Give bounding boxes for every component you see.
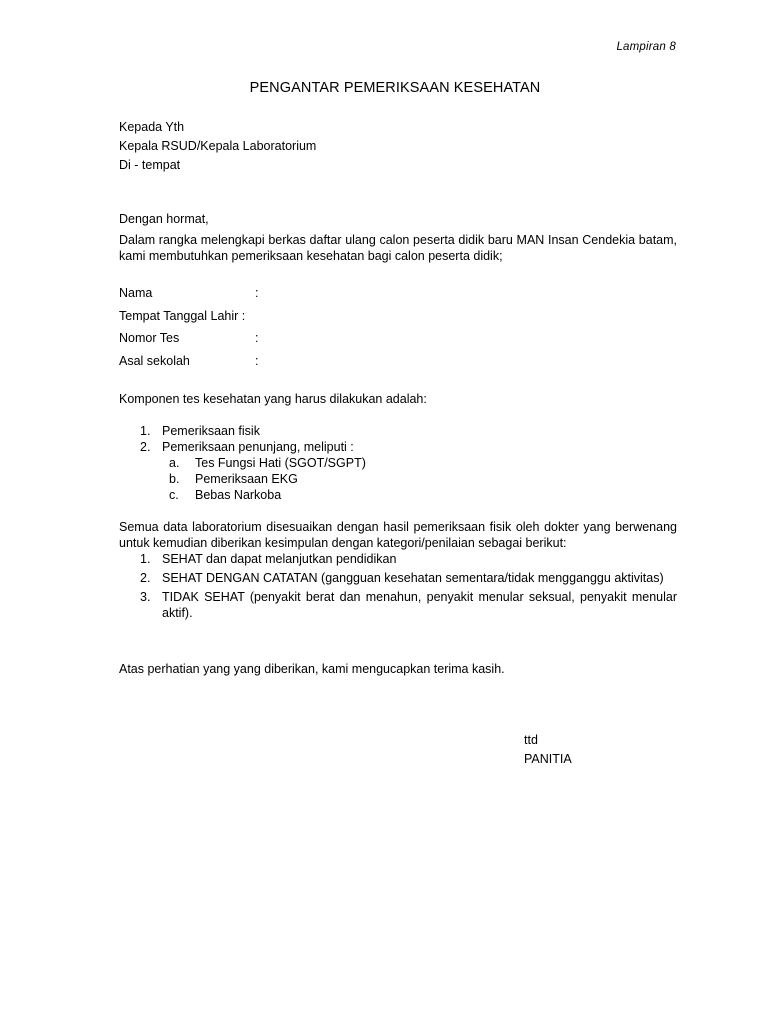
sub-list-marker: c.	[169, 488, 179, 502]
list-item	[119, 551, 677, 567]
list-text: SEHAT dan dapat melanjutkan pendidikan	[162, 552, 397, 566]
list-marker: 2.	[140, 440, 151, 454]
list-text: Pemeriksaan fisik	[162, 424, 260, 438]
sub-list-text: Pemeriksaan EKG	[195, 472, 298, 486]
student-fields	[119, 285, 677, 375]
opening-paragraph: Dalam rangka melengkapi berkas daftar ulang calon peserta didik baru MAN Insan Cendekia batam, kami membutuhkan pemeriksaan kesehatan bagi calon peserta didik;	[119, 233, 677, 263]
list-item	[119, 570, 677, 586]
field-label: Nama	[119, 286, 153, 300]
list-marker: 2.	[140, 571, 151, 585]
sub-list-text: Tes Fungsi Hati (SGOT/SGPT)	[195, 456, 366, 470]
field-colon: :	[255, 353, 259, 368]
field-row-asal-sekolah	[119, 353, 677, 376]
signature-block	[524, 732, 572, 770]
list-marker: 3.	[140, 590, 151, 604]
closing-block	[119, 661, 677, 680]
list-item	[119, 439, 677, 455]
list-text: TIDAK SEHAT (penyakit berat dan menahun, penyakit menular seksual, penyakit menular aktif).	[162, 590, 677, 620]
components-list	[119, 423, 677, 503]
field-colon: :	[255, 331, 259, 345]
sub-list-item	[119, 487, 677, 503]
closing-text: Atas perhatian yang yang diberikan, kami mengucapkan terima kasih.	[119, 662, 505, 676]
field-label: Nomor Tes	[119, 331, 180, 345]
recipient-block	[119, 119, 677, 176]
sub-list-item	[119, 471, 677, 487]
list-item	[119, 423, 677, 439]
criteria-list	[119, 551, 677, 621]
criteria-intro: Semua data laboratorium disesuaikan dengan hasil pemeriksaan fisik oleh dokter yang berwenang untuk kemudian diberikan kesimpulan dengan kategori/penilaian sebagai berikut:	[119, 520, 677, 550]
field-label: Tempat Tanggal Lahir :	[119, 308, 246, 323]
recipient-line-3: Di - tempat	[119, 158, 181, 172]
components-block	[119, 391, 677, 503]
recipient-line-1: Kepada Yth	[119, 120, 185, 134]
list-text: Pemeriksaan penunjang, meliputi :	[162, 440, 354, 454]
components-intro: Komponen tes kesehatan yang harus dilakukan adalah:	[119, 392, 427, 406]
criteria-block	[119, 519, 677, 621]
list-text: SEHAT DENGAN CATATAN (gangguan kesehatan sementara/tidak mengganggu aktivitas)	[162, 571, 664, 585]
opening-block	[119, 211, 677, 264]
field-row-nama	[119, 285, 677, 308]
field-label: Asal sekolah	[119, 353, 190, 368]
document-title: PENGANTAR PEMERIKSAAN KESEHATAN	[249, 80, 541, 96]
salutation: Dengan hormat,	[119, 212, 209, 226]
signature-name: PANITIA	[524, 752, 572, 766]
sub-list-item	[119, 455, 677, 471]
signature-ttd: ttd	[524, 733, 538, 747]
field-colon: :	[255, 286, 259, 300]
list-marker: 1.	[140, 424, 151, 438]
field-row-nomor-tes	[119, 330, 677, 353]
list-marker: 1.	[140, 552, 151, 566]
recipient-line-2: Kepala RSUD/Kepala Laboratorium	[119, 139, 317, 153]
attachment-label: Lampiran 8	[616, 41, 676, 53]
list-item	[119, 589, 677, 621]
sub-list-text: Bebas Narkoba	[195, 488, 282, 502]
sub-list-marker: b.	[169, 472, 180, 486]
sub-list-marker: a.	[169, 456, 180, 470]
field-row-ttl	[119, 308, 677, 331]
